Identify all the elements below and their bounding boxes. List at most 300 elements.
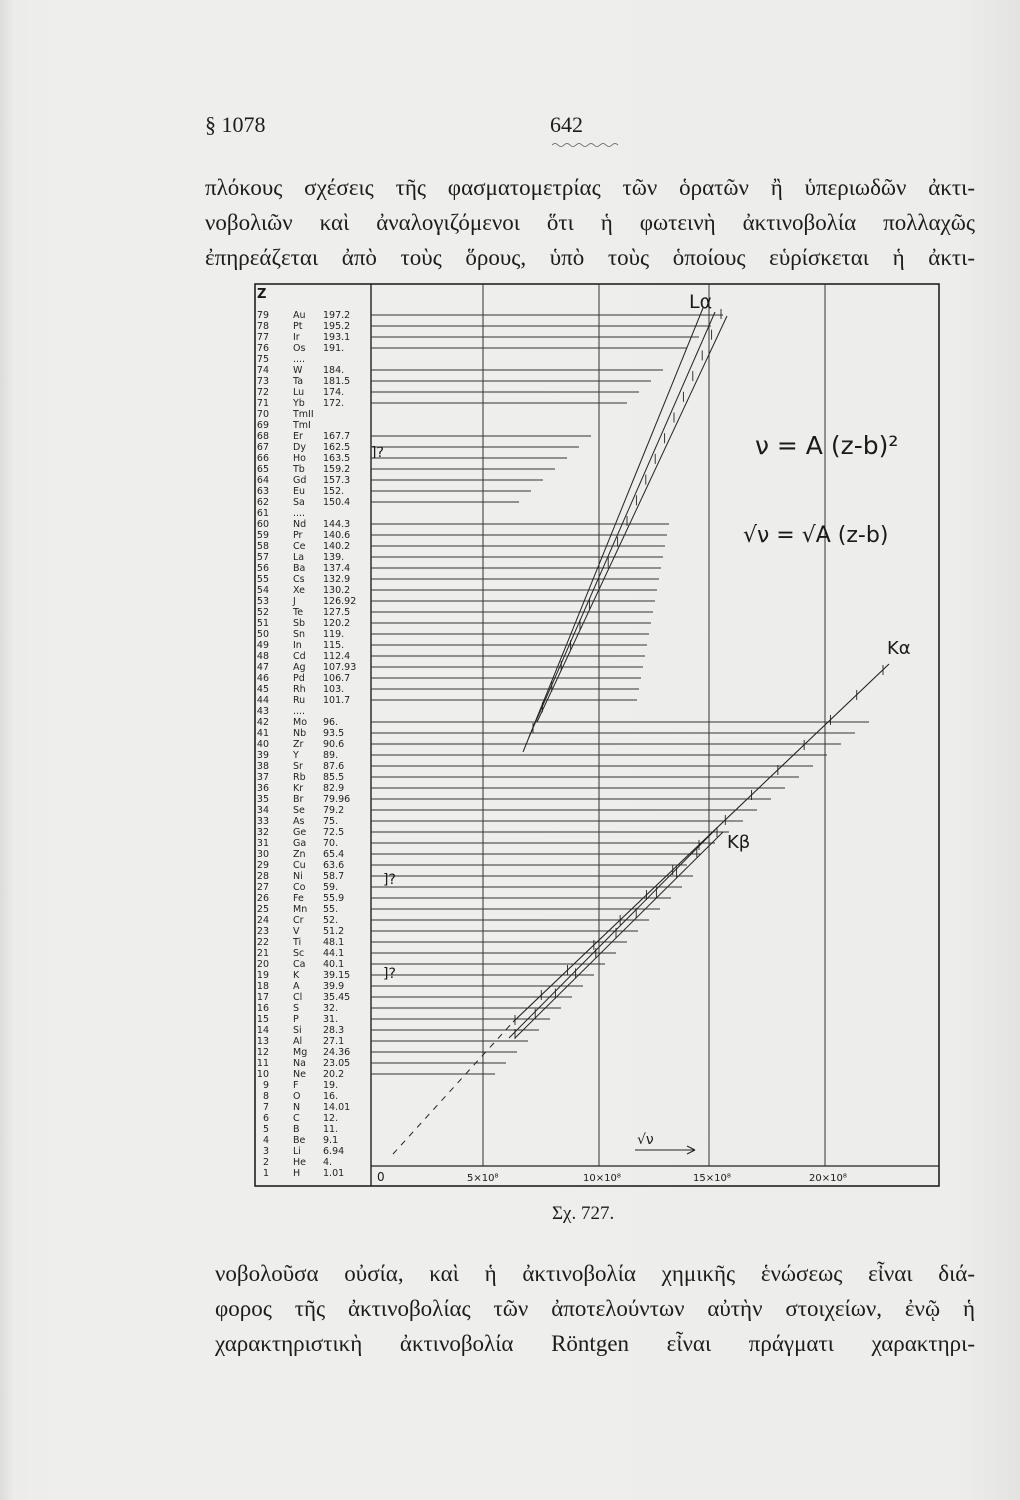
element-symbol: A [293,981,300,992]
atomic-weight: 75. [323,816,339,827]
element-symbol: Dy [293,442,306,453]
text-line: νοβολιῶν καὶ ἀναλογιζόμενοι ὅτι ἡ φωτεινὴ ἀκτινοβολία πολλαχῶς [205,210,975,235]
atomic-number: 3 [262,1146,269,1157]
element-row [257,365,344,376]
atomic-number: 52 [256,607,269,618]
element-row [257,662,356,673]
element-row [257,695,350,706]
element-symbol: Rh [293,684,306,695]
element-symbol: Cu [293,860,306,871]
element-row [257,431,350,442]
atomic-weight: 130.2 [323,585,351,596]
atomic-weight: 162.5 [323,442,351,453]
atomic-weight: 197.2 [323,310,351,321]
atomic-number: 63 [256,486,269,497]
element-symbol: Ge [293,827,307,838]
element-row [257,706,305,717]
element-symbol: Ba [293,563,306,574]
element-symbol: .... [293,354,306,365]
l-alpha-line-1 [523,308,703,752]
atomic-number: 75 [256,354,269,365]
atomic-weight: 85.5 [323,772,345,783]
element-symbol: Sn [293,629,306,640]
atomic-number: 1 [262,1168,269,1179]
element-symbol: Co [293,882,306,893]
atomic-number: 24 [256,915,269,926]
atomic-weight: 82.9 [323,783,345,794]
element-row [263,1157,332,1168]
atomic-weight: 39.9 [323,981,345,992]
element-symbol: Sb [293,618,306,629]
element-symbol: Zn [293,849,306,860]
atomic-number: 76 [256,343,269,354]
atomic-weight: 106.7 [323,673,351,684]
atomic-number: 79 [256,310,269,321]
element-row [257,464,350,475]
atomic-weight: 120.2 [323,618,351,629]
atomic-weight: 72.5 [323,827,345,838]
page-number-ornament [550,142,620,148]
atomic-number: 17 [256,992,269,1003]
atomic-number: 13 [256,1036,269,1047]
element-row [257,684,344,695]
element-symbol: Lu [293,387,305,398]
element-symbol: Au [293,310,306,321]
element-row [257,673,350,684]
atomic-weight: 63.6 [323,860,345,871]
text-line: πλόκους σχέσεις τῆς φασματομετρίας τῶν ὁρατῶν ἢ ὑπεριωδῶν ἀκτι- [205,175,975,200]
atomic-weight: 6.94 [323,1146,345,1157]
atomic-weight: 195.2 [323,321,351,332]
text-line: νοβολοῦσα οὐσία, καὶ ἡ ἀκτινοβολία χημικῆς ἑνώσεως εἶναι διά- [215,1261,975,1286]
element-row [257,981,344,992]
k-alpha-dashed [393,1022,513,1154]
element-symbol: Ne [293,1069,306,1080]
atomic-weight: 159.2 [323,464,351,475]
element-row [257,398,344,409]
atomic-number: 54 [256,585,269,596]
atomic-weight: 127.5 [323,607,351,618]
atomic-weight: 44.1 [323,948,345,959]
element-symbol: Eu [293,486,306,497]
element-row [257,1003,338,1014]
atomic-number: 7 [262,1102,269,1113]
atomic-weight: 107.93 [323,662,357,673]
question-bracket-1: ]? [371,445,384,461]
atomic-weight: 144.3 [323,519,351,530]
atomic-weight: 93.5 [323,728,345,739]
atomic-number: 44 [256,695,269,706]
atomic-number: 42 [256,717,269,728]
atomic-weight: 48.1 [323,937,345,948]
atomic-number: 2 [262,1157,269,1168]
element-row [257,442,350,453]
element-row [257,343,344,354]
element-symbol: Be [293,1135,306,1146]
element-row [257,629,344,640]
section-number: § 1078 [205,112,266,137]
l-alpha-line-2 [529,312,715,737]
atomic-number: 57 [256,552,269,563]
element-row [263,1091,338,1102]
formula-sqrt-nu: √ν = √A (z-b) [743,523,889,548]
atomic-weight: 172. [323,398,345,409]
element-row [257,387,344,398]
page-number: 642 [550,112,583,137]
element-row [257,750,338,761]
atomic-number: 47 [256,662,269,673]
atomic-weight: 167.7 [323,431,351,442]
element-symbol: Se [293,805,305,816]
atomic-number: 68 [256,431,269,442]
atomic-weight: 89. [323,750,339,761]
atomic-number: 53 [256,596,269,607]
element-symbol: Yb [293,398,305,409]
element-symbol: Pd [293,673,305,684]
element-symbol: Os [293,343,306,354]
element-row [257,893,344,904]
atomic-weight: 184. [323,365,345,376]
element-symbol: Zr [293,739,304,750]
atomic-number: 39 [256,750,269,761]
atomic-weight: 119. [323,629,345,640]
atomic-weight: 101.7 [323,695,351,706]
moseley-diagram [253,282,943,1192]
atomic-number: 56 [256,563,269,574]
text-line: φορος τῆς ἀκτινοβολίας τῶν ἀποτελούντων αὐτὴν στοιχείων, ἐνῷ ἡ [215,1296,975,1321]
element-row [263,1124,338,1135]
atomic-weight: 115. [323,640,345,651]
element-symbol: Ca [293,959,306,970]
element-row [257,453,350,464]
element-symbol: As [293,816,305,827]
atomic-number: 22 [256,937,269,948]
element-row [257,948,344,959]
atomic-weight: 32. [323,1003,339,1014]
element-symbol: .... [293,508,306,519]
atomic-weight: 12. [323,1113,339,1124]
element-row [257,904,338,915]
atomic-number: 6 [262,1113,269,1124]
element-symbol: Si [293,1025,302,1036]
k-beta-line-2 [515,832,723,1038]
element-row [257,1058,350,1069]
element-row [257,959,344,970]
atomic-number: 72 [256,387,269,398]
atomic-number: 50 [256,629,269,640]
element-symbol: Al [293,1036,303,1047]
element-symbol: Rb [293,772,306,783]
element-row [257,354,305,365]
element-row [257,618,350,629]
element-symbol: C [293,1113,300,1124]
element-symbol: B [293,1124,300,1135]
atomic-weight: 137.4 [323,563,351,574]
atomic-number: 11 [256,1058,269,1069]
element-row [257,585,350,596]
atomic-number: 27 [256,882,269,893]
atomic-number: 60 [256,519,269,530]
question-bracket-2: ]? [383,872,396,888]
element-symbol: Nb [293,728,307,739]
element-row [257,486,344,497]
element-symbol: Mn [293,904,308,915]
element-symbol: Li [293,1146,301,1157]
atomic-number: 31 [256,838,269,849]
element-symbol: N [293,1102,301,1113]
element-row [257,596,356,607]
label-l-alpha: Lα [689,291,713,313]
atomic-number: 34 [256,805,269,816]
atomic-number: 48 [256,651,269,662]
element-row [257,530,350,541]
atomic-number: 21 [256,948,269,959]
atomic-weight: 126.92 [323,596,357,607]
element-row [257,376,350,387]
atomic-number: 18 [256,981,269,992]
element-symbol: Xe [293,585,305,596]
element-symbol: Nd [293,519,307,530]
atomic-weight: 55.9 [323,893,345,904]
atomic-weight: 39.15 [323,970,351,981]
element-row [257,926,344,937]
element-row [257,827,344,838]
element-symbol: TmII [293,409,314,420]
atomic-weight: 96. [323,717,339,728]
atomic-number: 74 [256,365,269,376]
atomic-number: 19 [256,970,269,981]
element-row [257,794,350,805]
element-symbol: S [293,1003,300,1014]
atomic-weight: 14.01 [323,1102,351,1113]
atomic-number: 73 [256,376,269,387]
atomic-number: 8 [262,1091,269,1102]
atomic-number: 58 [256,541,269,552]
element-row [257,420,311,431]
atomic-weight: 152. [323,486,345,497]
element-symbol: O [293,1091,301,1102]
element-symbol: Ce [293,541,306,552]
atomic-number: 66 [256,453,269,464]
atomic-number: 71 [256,398,269,409]
element-symbol: Ho [293,453,306,464]
atomic-number: 40 [256,739,269,750]
element-row [257,992,350,1003]
element-symbol: Sr [293,761,303,772]
atomic-number: 46 [256,673,269,684]
element-row [257,1047,350,1058]
element-symbol: Pt [293,321,303,332]
element-row [257,519,350,530]
element-row [257,332,350,343]
atomic-number: 9 [262,1080,269,1091]
atomic-number: 77 [256,332,269,343]
element-row [257,497,350,508]
element-row [263,1113,338,1124]
atomic-weight: 19. [323,1080,339,1091]
atomic-number: 45 [256,684,269,695]
x-tick-20: 20×10⁸ [809,1173,847,1184]
x-tick-15: 15×10⁸ [693,1173,731,1184]
atomic-weight: 27.1 [323,1036,345,1047]
atomic-weight: 31. [323,1014,339,1025]
element-row [257,1069,344,1080]
element-row [257,607,350,618]
atomic-weight: 79.2 [323,805,345,816]
atomic-weight: 35.45 [323,992,351,1003]
element-symbol: P [293,1014,299,1025]
l-alpha-line-3 [537,316,727,722]
atomic-number: 33 [256,816,269,827]
atomic-weight: 157.3 [323,475,351,486]
element-row [257,761,344,772]
question-bracket-3: ]? [383,966,396,982]
element-row [257,1014,338,1025]
element-symbol: J [293,596,296,607]
element-symbol: Sc [293,948,305,959]
atomic-number: 35 [256,794,269,805]
element-symbol: Cr [293,915,304,926]
element-row [263,1135,338,1146]
element-symbol: Tb [293,464,305,475]
atomic-weight: 55. [323,904,339,915]
element-symbol: Cs [293,574,305,585]
atomic-number: 32 [256,827,269,838]
element-symbol: Ni [293,871,303,882]
atomic-weight: 140.2 [323,541,351,552]
atomic-weight: 140.6 [323,530,351,541]
atomic-number: 4 [262,1135,269,1146]
atomic-number: 69 [256,420,269,431]
atomic-number: 61 [256,508,269,519]
atomic-weight: 191. [323,343,345,354]
element-row [257,783,344,794]
atomic-number: 25 [256,904,269,915]
atomic-number: 10 [256,1069,269,1080]
element-symbol: Ag [293,662,306,673]
atomic-number: 41 [256,728,269,739]
element-symbol: Cd [293,651,306,662]
atomic-number: 49 [256,640,269,651]
element-row [257,475,350,486]
element-row [257,508,305,519]
atomic-weight: 4. [323,1157,333,1168]
figure-frame [255,284,939,1186]
element-symbol: Fe [293,893,304,904]
label-k-alpha: Kα [887,638,911,659]
atomic-weight: 90.6 [323,739,345,750]
element-symbol: F [293,1080,299,1091]
x-tick-10: 10×10⁸ [583,1173,621,1184]
atomic-number: 5 [262,1124,269,1135]
label-k-beta: Kβ [727,832,751,853]
atomic-weight: 103. [323,684,345,695]
element-row [257,970,350,981]
atomic-number: 78 [256,321,269,332]
l-alpha-lines [523,308,727,752]
curve-tick-marks [515,309,883,1039]
x-tick-5: 5×10⁸ [467,1173,499,1184]
k-beta-line-1 [509,830,715,1038]
atomic-number: 30 [256,849,269,860]
element-row [263,1168,344,1179]
element-symbol: Ru [293,695,306,706]
atomic-number: 65 [256,464,269,475]
atomic-weight: 150.4 [323,497,351,508]
atomic-weight: 20.2 [323,1069,345,1080]
atomic-weight: 163.5 [323,453,351,464]
atomic-number: 43 [256,706,269,717]
element-row [257,860,344,871]
element-row [257,409,314,420]
atomic-weight: 1.01 [323,1168,345,1179]
element-symbol: Er [293,431,303,442]
element-symbol: Y [293,750,299,761]
element-row [257,772,344,783]
atomic-number: 38 [256,761,269,772]
atomic-weight: 132.9 [323,574,351,585]
atomic-weight: 11. [323,1124,339,1135]
axis-label-sqrt-nu: √ν [637,1132,654,1148]
text-line: ἐπηρεάζεται ἀπὸ τοὺς ὅρους, ὑπὸ τοὺς ὁποίους εὑρίσκεται ἡ ἀκτι- [205,245,975,270]
element-symbol: Pr [293,530,303,541]
formula-nu: ν = A (z-b)² [755,431,899,460]
text-line: χαρακτηριστικὴ ἀκτινοβολία Röntgen εἶναι πράγματι χαρακτηρι- [215,1331,975,1356]
element-row [257,563,350,574]
element-row [257,849,344,860]
atomic-number: 37 [256,772,269,783]
paragraph-top [205,170,975,275]
page-header [205,112,975,152]
element-row [257,574,350,585]
element-symbol: Ti [293,937,302,948]
element-row [257,915,338,926]
element-symbol: K [293,970,300,981]
element-row [257,1025,344,1036]
element-level-lines [371,315,869,1074]
element-row [257,937,344,948]
atomic-number: 59 [256,530,269,541]
element-row [257,717,338,728]
element-symbol: Mo [293,717,308,728]
atomic-weight: 24.36 [323,1047,351,1058]
atomic-weight: 23.05 [323,1058,351,1069]
element-symbol: He [293,1157,306,1168]
element-row [257,310,350,321]
atomic-weight: 59. [323,882,339,893]
paragraph-bottom [215,1256,975,1361]
atomic-number: 16 [256,1003,269,1014]
atomic-number: 70 [256,409,269,420]
element-symbol: Cl [293,992,303,1003]
element-table [257,310,356,1179]
atomic-weight: 139. [323,552,345,563]
atomic-weight: 65.4 [323,849,345,860]
atomic-weight: 9.1 [323,1135,339,1146]
figure-caption: Σχ. 727. [552,1203,615,1224]
element-symbol: Ga [293,838,307,849]
atomic-weight: 181.5 [323,376,351,387]
element-row [257,321,350,332]
element-symbol: Br [293,794,304,805]
atomic-number: 55 [256,574,269,585]
element-symbol: TmI [293,420,311,431]
element-symbol: Te [293,607,304,618]
atomic-number: 36 [256,783,269,794]
atomic-weight: 87.6 [323,761,345,772]
element-row [257,816,338,827]
element-symbol: W [293,365,303,376]
